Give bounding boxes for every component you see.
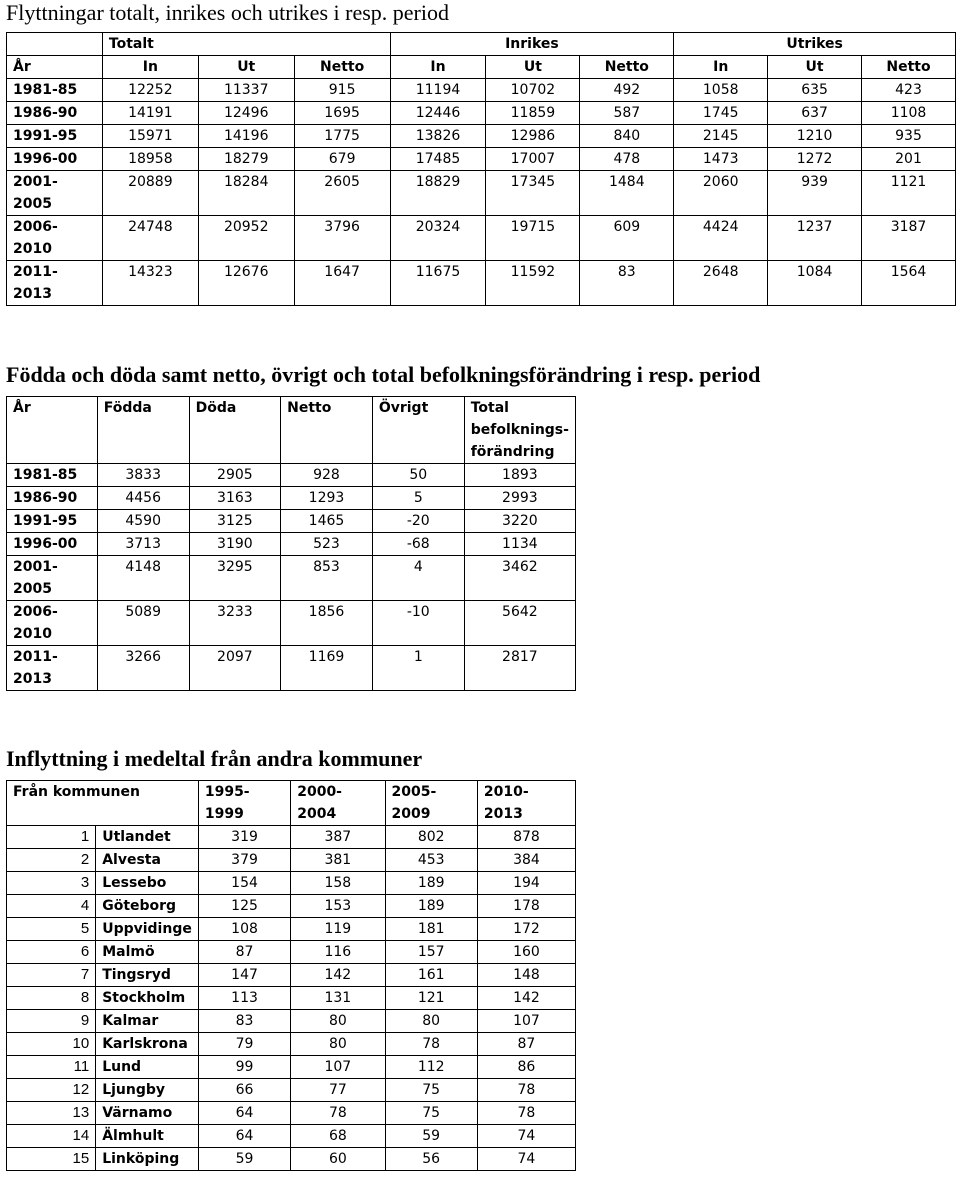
table-cell: 78 [291, 1102, 385, 1125]
table-row [7, 261, 956, 306]
table-cell: 1465 [281, 510, 373, 533]
table-cell: 1272 [768, 148, 862, 171]
table-row [7, 895, 576, 918]
table-row [7, 216, 956, 261]
column-header: Netto [294, 56, 390, 79]
table-row [7, 872, 576, 895]
table-cell: 18284 [198, 171, 294, 216]
table-cell: 853 [281, 556, 373, 601]
table-cell: 11592 [486, 261, 580, 306]
table-cell: 935 [862, 125, 956, 148]
table-cell: 14196 [198, 125, 294, 148]
table-cell: 3713 [97, 533, 189, 556]
municipality-name: Lund [96, 1056, 199, 1079]
row-label: 1991-95 [7, 510, 98, 533]
table-row [7, 1125, 576, 1148]
table-cell: 1169 [281, 646, 373, 691]
table-cell: 3295 [189, 556, 281, 601]
table-cell: 83 [198, 1010, 290, 1033]
section1-title: Flyttningar totalt, inrikes och utrikes i resp. period [6, 0, 449, 25]
table-cell: 1695 [294, 102, 390, 125]
table-cell: 99 [198, 1056, 290, 1079]
table-cell: 113 [198, 987, 290, 1010]
municipality-name: Ljungby [96, 1079, 199, 1102]
table-cell: 119 [291, 918, 385, 941]
rank-number: 6 [7, 941, 96, 964]
column-header-row [7, 781, 576, 826]
table-cell: 3233 [189, 601, 281, 646]
table-cell: 131 [291, 987, 385, 1010]
municipality-name: Malmö [96, 941, 199, 964]
table-cell: 161 [385, 964, 477, 987]
column-header: År [7, 56, 103, 79]
municipality-name: Kalmar [96, 1010, 199, 1033]
table-cell: 18958 [102, 148, 198, 171]
table-cell: 11859 [486, 102, 580, 125]
group-header-row [7, 33, 956, 56]
table-cell: 11337 [198, 79, 294, 102]
table-cell: 2817 [464, 646, 575, 691]
table-cell: 18829 [390, 171, 486, 216]
municipality-name: Älmhult [96, 1125, 199, 1148]
table-cell: 19715 [486, 216, 580, 261]
table-cell: 5642 [464, 601, 575, 646]
table-row [7, 826, 576, 849]
table-cell: 154 [198, 872, 290, 895]
table-cell: 20952 [198, 216, 294, 261]
table-cell: 1856 [281, 601, 373, 646]
column-header: Födda [97, 397, 189, 464]
table-cell: 423 [862, 79, 956, 102]
table-row [7, 510, 576, 533]
table-row [7, 1056, 576, 1079]
table-cell: 83 [580, 261, 674, 306]
table-cell: 1473 [674, 148, 768, 171]
table-cell: 20324 [390, 216, 486, 261]
table-row [7, 1079, 576, 1102]
table-cell: 189 [385, 872, 477, 895]
table-cell: 17007 [486, 148, 580, 171]
table-cell: 4 [372, 556, 464, 601]
column-header: Döda [189, 397, 281, 464]
group-header: Totalt [102, 33, 390, 56]
column-header: Netto [281, 397, 373, 464]
municipality-name: Lessebo [96, 872, 199, 895]
table-cell: 194 [477, 872, 575, 895]
table-cell: 12986 [486, 125, 580, 148]
rank-number: 7 [7, 964, 96, 987]
table-cell: 12446 [390, 102, 486, 125]
table-cell: 381 [291, 849, 385, 872]
table-cell: 108 [198, 918, 290, 941]
row-label: 1986-90 [7, 102, 103, 125]
table-cell: 74 [477, 1148, 575, 1171]
rank-number: 9 [7, 1010, 96, 1033]
table-cell: 379 [198, 849, 290, 872]
table-cell: 2097 [189, 646, 281, 691]
row-label: 2011- 2013 [7, 646, 98, 691]
table-row [7, 533, 576, 556]
table-cell: 3220 [464, 510, 575, 533]
table-cell: 77 [291, 1079, 385, 1102]
column-header: Ut [198, 56, 294, 79]
table-cell: 3163 [189, 487, 281, 510]
table-cell: 1 [372, 646, 464, 691]
table-cell: 86 [477, 1056, 575, 1079]
table-cell: 12252 [102, 79, 198, 102]
rank-number: 4 [7, 895, 96, 918]
table-row [7, 1148, 576, 1171]
table-cell: 121 [385, 987, 477, 1010]
rank-number: 5 [7, 918, 96, 941]
table-cell: 17485 [390, 148, 486, 171]
row-label: 1991-95 [7, 125, 103, 148]
table-cell: 153 [291, 895, 385, 918]
table-cell: 75 [385, 1102, 477, 1125]
table-cell: 840 [580, 125, 674, 148]
table-row [7, 1033, 576, 1056]
table-cell: 1084 [768, 261, 862, 306]
column-header: 2010- 2013 [477, 781, 575, 826]
table-cell: 1484 [580, 171, 674, 216]
table-cell: 201 [862, 148, 956, 171]
table-cell: 147 [198, 964, 290, 987]
table-row [7, 941, 576, 964]
table-cell: 928 [281, 464, 373, 487]
table-cell: 1058 [674, 79, 768, 102]
table-cell: 66 [198, 1079, 290, 1102]
table-cell: 11194 [390, 79, 486, 102]
municipality-name: Karlskrona [96, 1033, 199, 1056]
table-cell: 59 [198, 1148, 290, 1171]
row-label: 2001- 2005 [7, 171, 103, 216]
table-cell: -10 [372, 601, 464, 646]
table-cell: 107 [291, 1056, 385, 1079]
table-cell: 3462 [464, 556, 575, 601]
section2-title: Födda och döda samt netto, övrigt och total befolkningsförändring i resp. period [6, 362, 761, 387]
table-cell: 878 [477, 826, 575, 849]
table-cell: 116 [291, 941, 385, 964]
table-cell: 2060 [674, 171, 768, 216]
table-cell: 15971 [102, 125, 198, 148]
table-cell: 2993 [464, 487, 575, 510]
table-cell: 80 [385, 1010, 477, 1033]
municipality-name: Linköping [96, 1148, 199, 1171]
table-cell: 1647 [294, 261, 390, 306]
table-cell: 3190 [189, 533, 281, 556]
rank-number: 13 [7, 1102, 96, 1125]
table-cell: 5 [372, 487, 464, 510]
table-cell: 20889 [102, 171, 198, 216]
population-change-table [6, 396, 576, 691]
column-header: Från kommunen [7, 781, 199, 826]
municipality-name: Göteborg [96, 895, 199, 918]
row-label: 1996-00 [7, 148, 103, 171]
table-row [7, 556, 576, 601]
rank-number: 2 [7, 849, 96, 872]
municipality-name: Stockholm [96, 987, 199, 1010]
rank-number: 8 [7, 987, 96, 1010]
table-cell: 4424 [674, 216, 768, 261]
table-cell: 87 [198, 941, 290, 964]
municipality-name: Värnamo [96, 1102, 199, 1125]
table-cell: 453 [385, 849, 477, 872]
table-cell: 60 [291, 1148, 385, 1171]
table-cell: 3266 [97, 646, 189, 691]
table-row [7, 601, 576, 646]
column-header: År [7, 397, 98, 464]
column-header: In [102, 56, 198, 79]
table-cell: 112 [385, 1056, 477, 1079]
table-cell: 1745 [674, 102, 768, 125]
inflow-municipalities-table [6, 780, 576, 1171]
table-cell: 478 [580, 148, 674, 171]
row-label: 2001- 2005 [7, 556, 98, 601]
column-header: Övrigt [372, 397, 464, 464]
table-cell: 939 [768, 171, 862, 216]
table-cell: 12496 [198, 102, 294, 125]
table-cell: 523 [281, 533, 373, 556]
row-label: 1996-00 [7, 533, 98, 556]
migration-table [6, 32, 956, 306]
table-row [7, 148, 956, 171]
table-cell: 1893 [464, 464, 575, 487]
column-header: 1995- 1999 [198, 781, 290, 826]
table-cell: 142 [477, 987, 575, 1010]
column-header: Ut [486, 56, 580, 79]
table-cell: 78 [385, 1033, 477, 1056]
table-row [7, 646, 576, 691]
table-cell: 384 [477, 849, 575, 872]
column-header: Total befolknings- förändring [464, 397, 575, 464]
column-header: 2000- 2004 [291, 781, 385, 826]
table-cell: 679 [294, 148, 390, 171]
table-cell: 59 [385, 1125, 477, 1148]
table-cell: 4148 [97, 556, 189, 601]
table-cell: 78 [477, 1102, 575, 1125]
rank-number: 12 [7, 1079, 96, 1102]
table-cell: 13826 [390, 125, 486, 148]
rank-number: 10 [7, 1033, 96, 1056]
table-cell: 1775 [294, 125, 390, 148]
table-cell: 107 [477, 1010, 575, 1033]
table-cell: 3833 [97, 464, 189, 487]
table-cell: -68 [372, 533, 464, 556]
table-cell: 637 [768, 102, 862, 125]
table-cell: 56 [385, 1148, 477, 1171]
table-cell: 4590 [97, 510, 189, 533]
table-cell: 74 [477, 1125, 575, 1148]
table-cell: 492 [580, 79, 674, 102]
table-cell: 181 [385, 918, 477, 941]
table-row [7, 918, 576, 941]
table-cell: 64 [198, 1102, 290, 1125]
table-cell: 1293 [281, 487, 373, 510]
table-cell: 10702 [486, 79, 580, 102]
table-cell: 2145 [674, 125, 768, 148]
table-cell: 172 [477, 918, 575, 941]
table-row [7, 1102, 576, 1125]
table-cell: 24748 [102, 216, 198, 261]
table-row [7, 171, 956, 216]
table-cell: 915 [294, 79, 390, 102]
table-cell: 2605 [294, 171, 390, 216]
table-cell: 319 [198, 826, 290, 849]
table-cell: 178 [477, 895, 575, 918]
table-cell: 18279 [198, 148, 294, 171]
row-label: 1986-90 [7, 487, 98, 510]
municipality-name: Alvesta [96, 849, 199, 872]
table-row [7, 849, 576, 872]
group-header: Inrikes [390, 33, 674, 56]
table-row [7, 1010, 576, 1033]
table-cell: 142 [291, 964, 385, 987]
column-header: 2005- 2009 [385, 781, 477, 826]
table-row [7, 102, 956, 125]
municipality-name: Tingsryd [96, 964, 199, 987]
row-label: 1981-85 [7, 464, 98, 487]
group-header: Utrikes [674, 33, 956, 56]
row-label: 2006- 2010 [7, 216, 103, 261]
table-row [7, 464, 576, 487]
table-cell: 80 [291, 1033, 385, 1056]
column-header-row [7, 397, 576, 464]
table-row [7, 79, 956, 102]
table-cell: 2905 [189, 464, 281, 487]
table-row [7, 987, 576, 1010]
table-cell: 79 [198, 1033, 290, 1056]
table-cell: 189 [385, 895, 477, 918]
table-cell: 78 [477, 1079, 575, 1102]
municipality-name: Utlandet [96, 826, 199, 849]
table-cell: 11675 [390, 261, 486, 306]
table-cell: 3796 [294, 216, 390, 261]
table-cell: 802 [385, 826, 477, 849]
table-cell: 387 [291, 826, 385, 849]
municipality-name: Uppvidinge [96, 918, 199, 941]
table-cell: 635 [768, 79, 862, 102]
rank-number: 3 [7, 872, 96, 895]
table-cell: 50 [372, 464, 464, 487]
table-cell: -20 [372, 510, 464, 533]
table-cell: 5089 [97, 601, 189, 646]
rank-number: 11 [7, 1056, 96, 1079]
column-header-row [7, 56, 956, 79]
table-cell: 68 [291, 1125, 385, 1148]
table-cell: 587 [580, 102, 674, 125]
column-header: In [674, 56, 768, 79]
table-cell: 3187 [862, 216, 956, 261]
table-row [7, 125, 956, 148]
table-cell: 12676 [198, 261, 294, 306]
row-label: 2011- 2013 [7, 261, 103, 306]
blank-header [7, 33, 103, 56]
table-row [7, 487, 576, 510]
table-cell: 1134 [464, 533, 575, 556]
table-row [7, 964, 576, 987]
rank-number: 14 [7, 1125, 96, 1148]
table-cell: 1108 [862, 102, 956, 125]
column-header: In [390, 56, 486, 79]
table-cell: 3125 [189, 510, 281, 533]
table-cell: 80 [291, 1010, 385, 1033]
row-label: 2006- 2010 [7, 601, 98, 646]
table-cell: 1237 [768, 216, 862, 261]
section3-title: Inflyttning i medeltal från andra kommuner [6, 746, 423, 771]
table-cell: 75 [385, 1079, 477, 1102]
table-cell: 64 [198, 1125, 290, 1148]
table-cell: 1121 [862, 171, 956, 216]
table-cell: 17345 [486, 171, 580, 216]
row-label: 1981-85 [7, 79, 103, 102]
table-cell: 1564 [862, 261, 956, 306]
column-header: Ut [768, 56, 862, 79]
table-cell: 1210 [768, 125, 862, 148]
table-cell: 2648 [674, 261, 768, 306]
table-cell: 14323 [102, 261, 198, 306]
rank-number: 1 [7, 826, 96, 849]
column-header: Netto [580, 56, 674, 79]
table-cell: 148 [477, 964, 575, 987]
rank-number: 15 [7, 1148, 96, 1171]
table-cell: 4456 [97, 487, 189, 510]
table-cell: 158 [291, 872, 385, 895]
table-cell: 125 [198, 895, 290, 918]
table-cell: 160 [477, 941, 575, 964]
table-cell: 157 [385, 941, 477, 964]
column-header: Netto [862, 56, 956, 79]
table-cell: 87 [477, 1033, 575, 1056]
table-cell: 14191 [102, 102, 198, 125]
table-cell: 609 [580, 216, 674, 261]
